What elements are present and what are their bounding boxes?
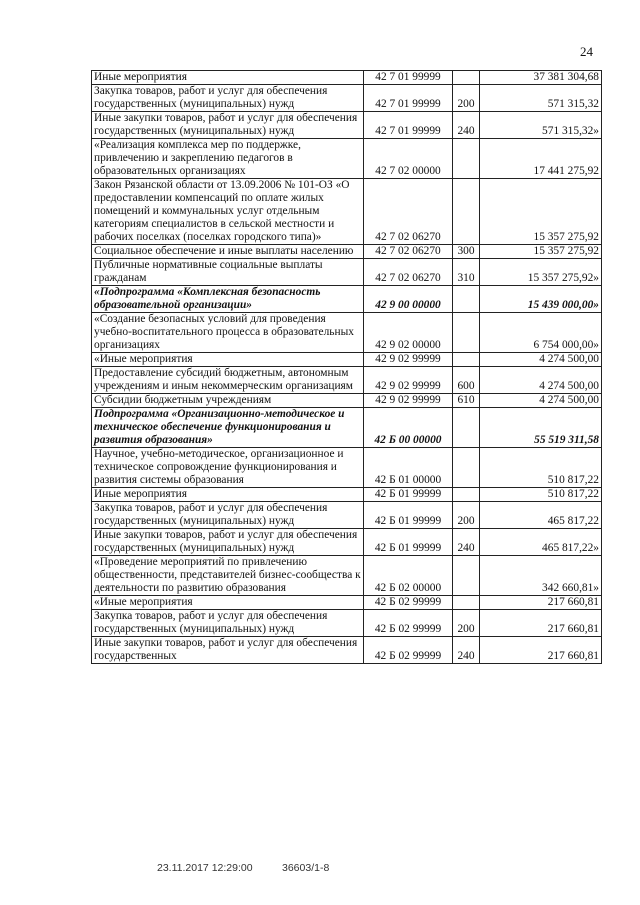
item-name-cell: Закупка товаров, работ и услуг для обеспечения государственных (муниципальных) нужд — [92, 610, 364, 637]
target-code-cell: 42 7 01 99999 — [364, 71, 453, 85]
amount-cell: 55 519 311,58 — [480, 408, 602, 448]
expense-type-cell — [453, 488, 480, 502]
amount-cell: 465 817,22» — [480, 529, 602, 556]
expense-type-cell: 200 — [453, 502, 480, 529]
target-code-cell: 42 7 02 06270 — [364, 245, 453, 259]
table-row — [92, 286, 602, 313]
expense-type-cell — [453, 179, 480, 245]
table-row — [92, 394, 602, 408]
item-name-cell: «Реализация комплекса мер по поддержке, привлечению и закреплению педагогов в образовательных организациях — [92, 139, 364, 179]
expense-type-cell: 240 — [453, 529, 480, 556]
amount-cell: 217 660,81 — [480, 596, 602, 610]
item-name-cell: Научное, учебно-методическое, организационное и техническое сопровождение функционирования и развития системы образования — [92, 448, 364, 488]
item-name-cell: «Создание безопасных условий для проведения учебно-воспитательного процесса в образовательных организациях — [92, 313, 364, 353]
item-name-cell: «Иные мероприятия — [92, 353, 364, 367]
amount-cell: 465 817,22 — [480, 502, 602, 529]
target-code-cell: 42 Б 02 99999 — [364, 596, 453, 610]
expense-type-cell: 200 — [453, 85, 480, 112]
expense-type-cell: 240 — [453, 637, 480, 664]
amount-cell: 15 439 000,00» — [480, 286, 602, 313]
expense-type-cell: 240 — [453, 112, 480, 139]
target-code-cell: 42 7 02 00000 — [364, 139, 453, 179]
amount-cell: 510 817,22 — [480, 448, 602, 488]
table-row — [92, 596, 602, 610]
amount-cell: 6 754 000,00» — [480, 313, 602, 353]
expense-type-cell: 600 — [453, 367, 480, 394]
amount-cell: 4 274 500,00 — [480, 394, 602, 408]
expense-type-cell — [453, 353, 480, 367]
amount-cell: 4 274 500,00 — [480, 367, 602, 394]
expense-type-cell: 300 — [453, 245, 480, 259]
expense-type-cell: 610 — [453, 394, 480, 408]
budget-table — [91, 70, 602, 664]
table-row — [92, 245, 602, 259]
target-code-cell: 42 9 02 99999 — [364, 353, 453, 367]
page-number: 24 — [580, 44, 593, 59]
expense-type-cell: 310 — [453, 259, 480, 286]
expense-type-cell — [453, 556, 480, 596]
amount-cell: 37 381 304,68 — [480, 71, 602, 85]
target-code-cell: 42 Б 01 99999 — [364, 488, 453, 502]
target-code-cell: 42 Б 02 00000 — [364, 556, 453, 596]
table-row — [92, 637, 602, 664]
item-name-cell: Предоставление субсидий бюджетным, автономным учреждениям и иным некоммерческим организациям — [92, 367, 364, 394]
target-code-cell: 42 Б 01 00000 — [364, 448, 453, 488]
amount-cell: 571 315,32» — [480, 112, 602, 139]
table-row — [92, 502, 602, 529]
item-name-cell: Социальное обеспечение и иные выплаты населению — [92, 245, 364, 259]
item-name-cell: Закупка товаров, работ и услуг для обеспечения государственных (муниципальных) нужд — [92, 85, 364, 112]
target-code-cell: 42 Б 02 99999 — [364, 637, 453, 664]
expense-type-cell — [453, 596, 480, 610]
expense-type-cell — [453, 286, 480, 313]
item-name-cell: Иные мероприятия — [92, 71, 364, 85]
item-name-cell: «Иные мероприятия — [92, 596, 364, 610]
target-code-cell: 42 9 00 00000 — [364, 286, 453, 313]
item-name-cell: Иные закупки товаров, работ и услуг для обеспечения государственных (муниципальных) нужд — [92, 112, 364, 139]
item-name-cell: «Подпрограмма «Комплексная безопасность образовательной организации» — [92, 286, 364, 313]
table-row — [92, 488, 602, 502]
amount-cell: 15 357 275,92» — [480, 259, 602, 286]
item-name-cell: Субсидии бюджетным учреждениям — [92, 394, 364, 408]
table-row — [92, 367, 602, 394]
target-code-cell: 42 Б 02 99999 — [364, 610, 453, 637]
table-row — [92, 71, 602, 85]
target-code-cell: 42 Б 01 99999 — [364, 529, 453, 556]
amount-cell: 217 660,81 — [480, 610, 602, 637]
expense-type-cell — [453, 71, 480, 85]
item-name-cell: Иные закупки товаров, работ и услуг для обеспечения государственных (муниципальных) нужд — [92, 529, 364, 556]
table-row — [92, 529, 602, 556]
table-row — [92, 139, 602, 179]
expense-type-cell — [453, 313, 480, 353]
table-row — [92, 353, 602, 367]
target-code-cell: 42 7 02 06270 — [364, 259, 453, 286]
target-code-cell: 42 7 01 99999 — [364, 112, 453, 139]
amount-cell: 15 357 275,92 — [480, 245, 602, 259]
table-row — [92, 610, 602, 637]
target-code-cell: 42 7 02 06270 — [364, 179, 453, 245]
amount-cell: 342 660,81» — [480, 556, 602, 596]
item-name-cell: Иные мероприятия — [92, 488, 364, 502]
footer-document-number: 36603/1-8 — [282, 862, 330, 874]
item-name-cell: Подпрограмма «Организационно-методическое и техническое обеспечение функционирования и развития образования» — [92, 408, 364, 448]
target-code-cell: 42 9 02 99999 — [364, 394, 453, 408]
table-row — [92, 259, 602, 286]
table-row — [92, 112, 602, 139]
table-row — [92, 179, 602, 245]
expense-type-cell — [453, 448, 480, 488]
table-row — [92, 85, 602, 112]
item-name-cell: Закон Рязанской области от 13.09.2006 № 101-ОЗ «О предоставлении компенсаций по оплате жилых помещений и коммунальных услуг отдельным категориям специалистов в сельской местности и рабочих поселках (поселках городского типа)» — [92, 179, 364, 245]
table-row — [92, 448, 602, 488]
amount-cell: 217 660,81 — [480, 637, 602, 664]
expense-type-cell — [453, 408, 480, 448]
amount-cell: 4 274 500,00 — [480, 353, 602, 367]
footer-date: 23.11.2017 12:29:00 — [157, 862, 253, 874]
expense-type-cell — [453, 139, 480, 179]
item-name-cell: «Проведение мероприятий по привлечению общественности, представителей бизнес-сообщества к деятельности по развитию образования — [92, 556, 364, 596]
table-row — [92, 313, 602, 353]
item-name-cell: Закупка товаров, работ и услуг для обеспечения государственных (муниципальных) нужд — [92, 502, 364, 529]
target-code-cell: 42 7 01 99999 — [364, 85, 453, 112]
expense-type-cell: 200 — [453, 610, 480, 637]
target-code-cell: 42 9 02 00000 — [364, 313, 453, 353]
amount-cell: 510 817,22 — [480, 488, 602, 502]
amount-cell: 15 357 275,92 — [480, 179, 602, 245]
table-row — [92, 408, 602, 448]
item-name-cell: Иные закупки товаров, работ и услуг для обеспечения государственных — [92, 637, 364, 664]
target-code-cell: 42 Б 01 99999 — [364, 502, 453, 529]
amount-cell: 571 315,32 — [480, 85, 602, 112]
item-name-cell: Публичные нормативные социальные выплаты гражданам — [92, 259, 364, 286]
target-code-cell: 42 Б 00 00000 — [364, 408, 453, 448]
amount-cell: 17 441 275,92 — [480, 139, 602, 179]
target-code-cell: 42 9 02 99999 — [364, 367, 453, 394]
table-row — [92, 556, 602, 596]
